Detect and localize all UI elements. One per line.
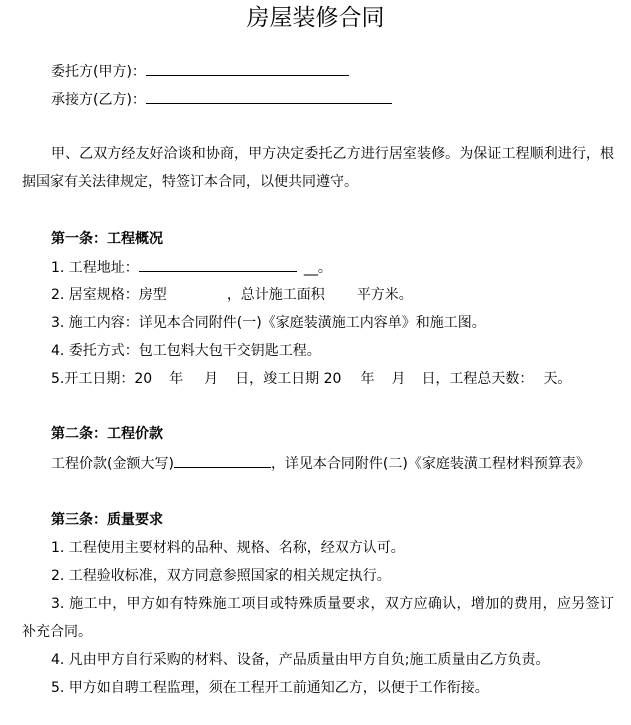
contractor-line [51, 89, 392, 110]
client-line [51, 61, 349, 82]
article1-item3: 3. 施工内容：详见本合同附件(一)《家庭装潢施工内容单》和施工图。 [51, 315, 486, 331]
client-label: 委托方(甲方)： [51, 64, 146, 80]
total-days-label: 日，工程总天数： [421, 371, 534, 387]
article1-item4: 4. 委托方式：包工包料大包干交钥匙工程。 [51, 343, 321, 359]
article1-item5 [51, 369, 571, 389]
article2-text [51, 453, 590, 474]
client-blank[interactable] [146, 61, 349, 76]
area-label: ，总计施工面积 [226, 287, 325, 303]
end-year-unit: 年 [360, 371, 375, 387]
document-title: 房屋装修合同 [246, 5, 385, 31]
article1-heading: 第一条：工程概况 [51, 231, 163, 247]
contractor-label: 承接方(乙方)： [51, 92, 146, 108]
end-month-unit: 月 [391, 371, 406, 387]
article2-heading: 第二条：工程价款 [51, 426, 163, 442]
article1-item1 [51, 257, 332, 278]
price-label: 工程价款(金额大写) [51, 456, 174, 472]
end-date-label: 日，竣工日期 20 [235, 371, 342, 387]
price-blank[interactable] [174, 453, 271, 468]
article1-item2 [51, 285, 413, 305]
contractor-blank[interactable] [146, 89, 392, 104]
article3-item4: 4. 凡由甲方自行采购的材料、设备，产品质量由甲方自负;施工质量由乙方负责。 [51, 652, 550, 668]
area-unit: 平方米。 [356, 287, 413, 303]
article3-item1: 1. 工程使用主要材料的品种、规格、名称，经双方认可。 [51, 540, 405, 556]
start-month-unit: 月 [204, 371, 219, 387]
address-blank[interactable] [139, 257, 297, 272]
article3-item2: 2. 工程验收标准，双方同意参照国家的相关规定执行。 [51, 568, 391, 584]
address-tail: __。 [303, 260, 332, 276]
start-year-unit: 年 [169, 371, 184, 387]
article3-item5: 5. 甲方如自聘工程监理，须在工程开工前通知乙方，以便于工作衔接。 [51, 680, 489, 696]
article3-heading: 第三条：质量要求 [51, 512, 163, 528]
price-tail: ，详见本合同附件(二)《家庭装潢工程材料预算表》 [270, 456, 590, 472]
address-label: 1. 工程地址： [51, 260, 139, 276]
size-label: 2. 居室规格：房型 [51, 287, 167, 303]
article3-item3: 3. 施工中，甲方如有特殊施工项目或特殊质量要求，双方应确认，增加的费用，应另签订补充合同。 [22, 596, 614, 640]
start-date-label: 5.开工日期：20 [51, 371, 153, 387]
total-days-unit: 天。 [543, 371, 572, 387]
intro-paragraph: 甲、乙双方经友好洽谈和协商，甲方决定委托乙方进行居室装修。为保证工程顺利进行，根据国家有关法律规定，特签订本合同，以便共同遵守。 [22, 146, 614, 190]
